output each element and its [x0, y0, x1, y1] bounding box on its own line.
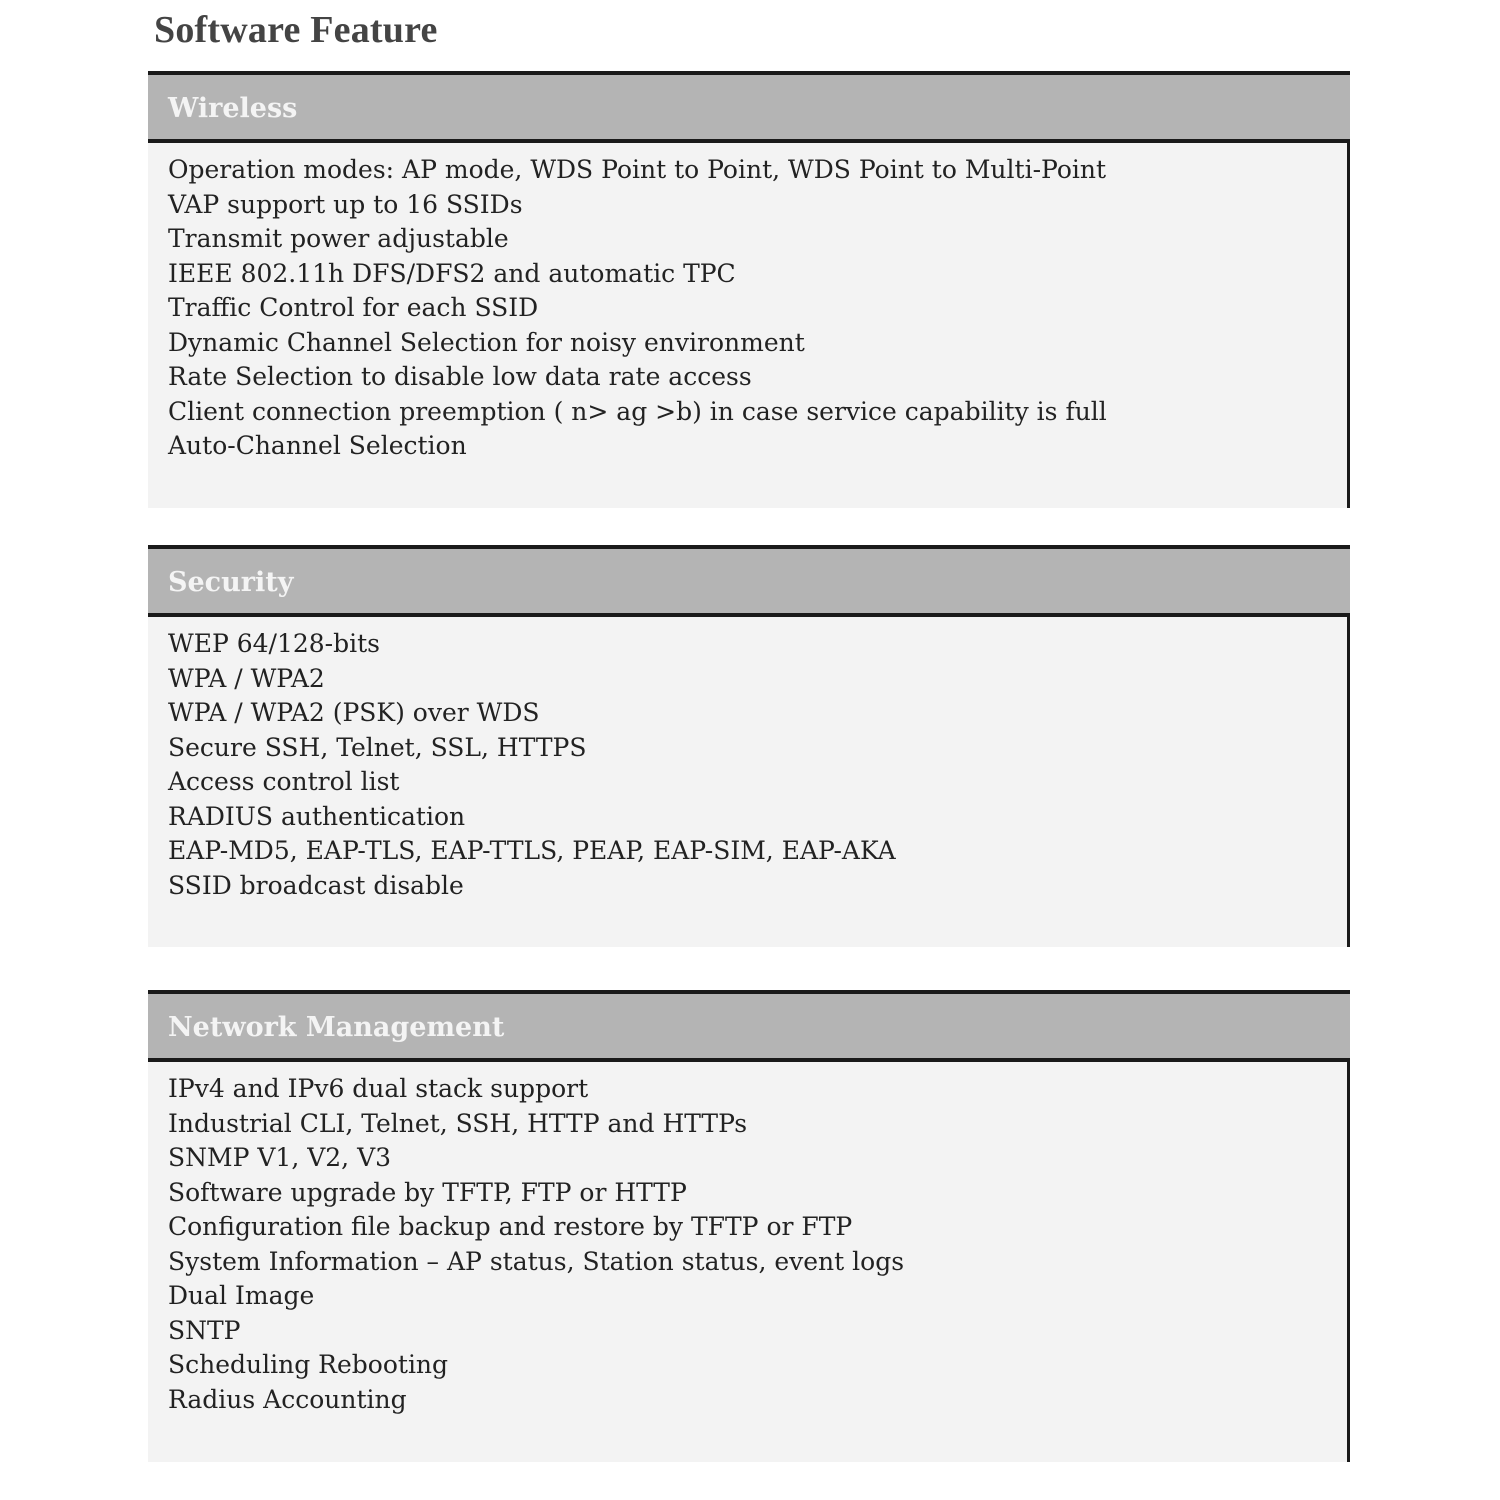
feature-item: EAP-MD5, EAP-TLS, EAP-TTLS, PEAP, EAP-SIM, EAP-AKA [168, 836, 896, 865]
feature-item: Configuration file backup and restore by TFTP or FTP [168, 1212, 853, 1241]
feature-item: Scheduling Rebooting [168, 1350, 449, 1379]
feature-item: System Information – AP status, Station status, event logs [168, 1246, 905, 1276]
section-body-wireless [148, 143, 1350, 508]
feature-item: Industrial CLI, Telnet, SSH, HTTP and HTTPs [168, 1108, 748, 1138]
section-security [148, 545, 1350, 947]
feature-item: Software upgrade by TFTP, FTP or HTTP [168, 1177, 687, 1207]
section-header-network-management [148, 990, 1350, 1062]
feature-list [168, 627, 1347, 903]
feature-item: SNTP [168, 1315, 241, 1345]
feature-item: WEP 64/128-bits [168, 629, 380, 658]
section-heading: Security [168, 567, 294, 598]
section-header-security [148, 545, 1350, 617]
feature-item: SSID broadcast disable [168, 870, 464, 900]
feature-item: IEEE 802.11h DFS/DFS2 and automatic TPC [168, 258, 736, 288]
feature-item: Rate Selection to disable low data rate access [168, 362, 752, 391]
feature-item: Dynamic Channel Selection for noisy environment [168, 327, 805, 357]
section-header-wireless [148, 71, 1350, 143]
feature-item: Dual Image [168, 1281, 315, 1310]
section-wireless [148, 71, 1350, 508]
feature-list [168, 153, 1347, 464]
page-title: Software Feature [154, 9, 438, 51]
feature-item: IPv4 and IPv6 dual stack support [168, 1074, 589, 1103]
feature-item: VAP support up to 16 SSIDs [168, 189, 523, 219]
feature-item: Operation modes: AP mode, WDS Point to Point, WDS Point to Multi-Point [168, 155, 1107, 184]
feature-item: Radius Accounting [168, 1384, 407, 1414]
section-heading: Network Management [168, 1012, 505, 1043]
section-body-network-management [148, 1062, 1350, 1462]
feature-item: Transmit power adjustable [168, 224, 509, 253]
feature-item: WPA / WPA2 [168, 663, 325, 693]
feature-item: SNMP V1, V2, V3 [168, 1143, 392, 1172]
feature-item: Client connection preemption ( n> ag >b) in case service capability is full [168, 396, 1107, 426]
feature-item: Access control list [168, 767, 400, 796]
section-network-management [148, 990, 1350, 1462]
feature-list [168, 1072, 1347, 1417]
feature-item: Auto-Channel Selection [168, 431, 467, 460]
feature-item: Secure SSH, Telnet, SSL, HTTPS [168, 732, 587, 762]
section-body-security [148, 617, 1350, 947]
section-heading: Wireless [168, 93, 298, 124]
feature-item: RADIUS authentication [168, 801, 466, 831]
feature-item: WPA / WPA2 (PSK) over WDS [168, 698, 540, 727]
feature-item: Traffic Control for each SSID [168, 293, 539, 322]
